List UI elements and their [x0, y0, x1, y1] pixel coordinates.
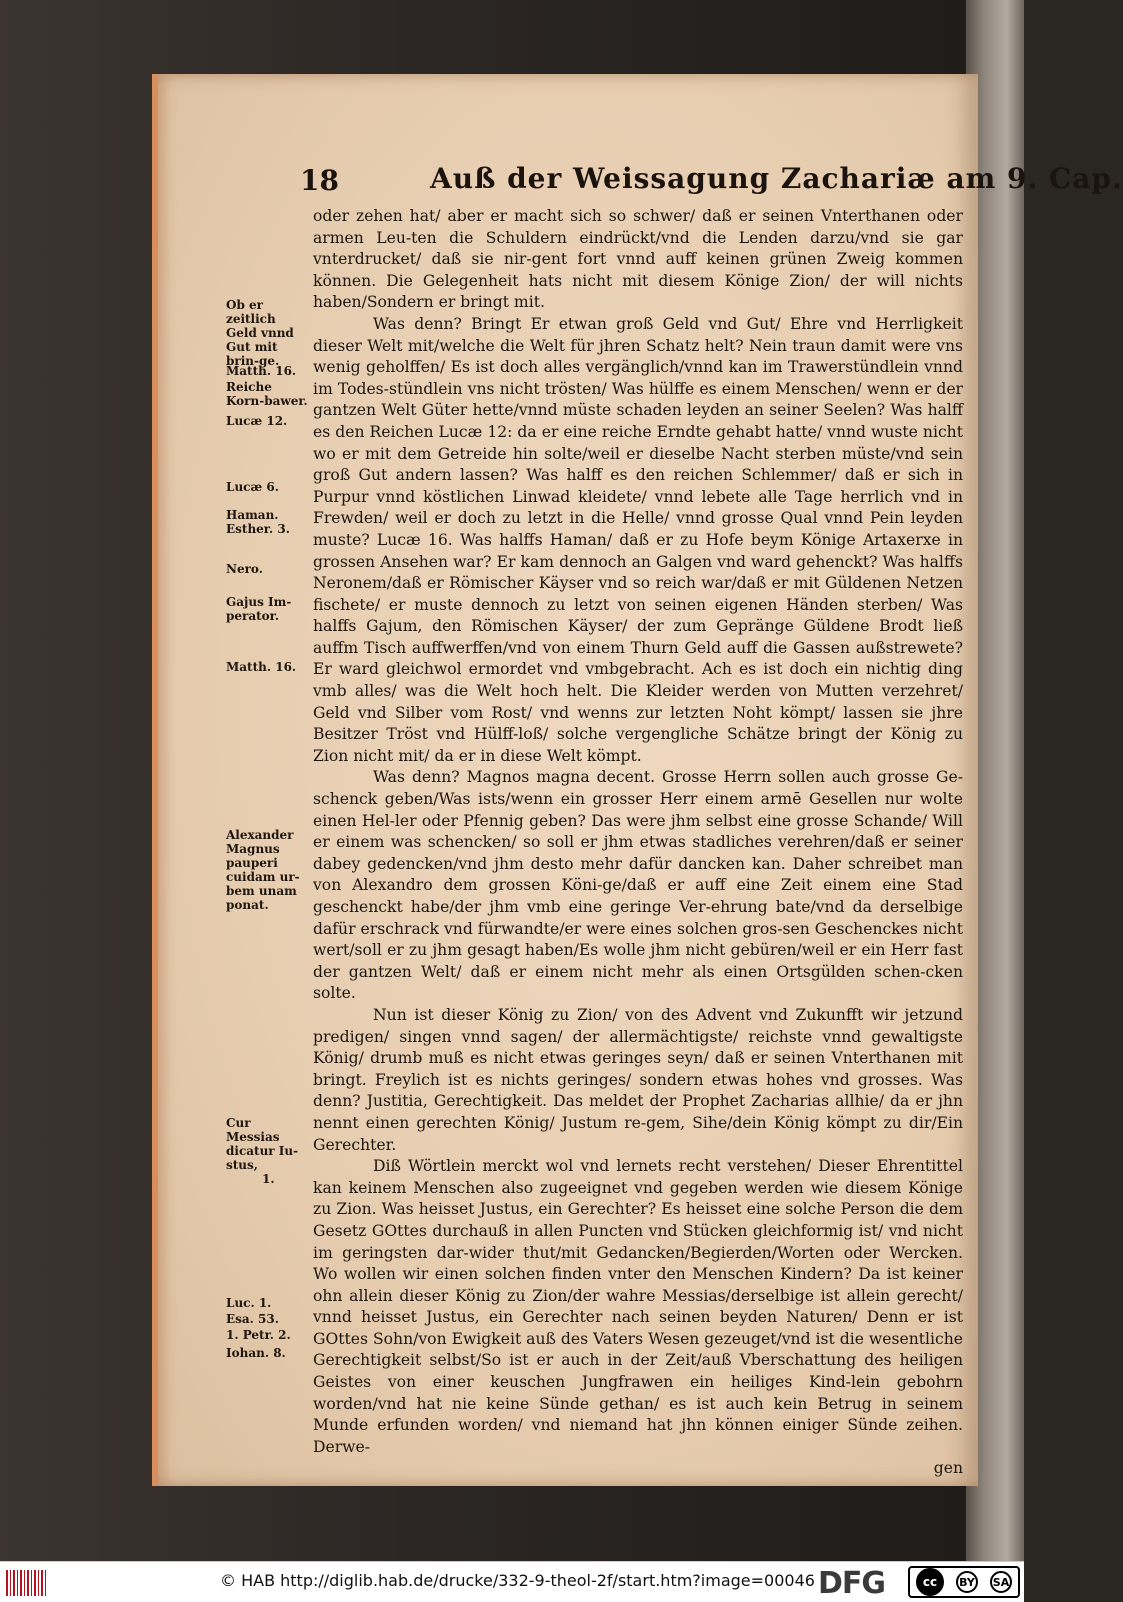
paragraph: Was denn? Bringt Er etwan groß Geld vnd Gut/ Ehre vnd Herrligkeit dieser Welt mit/welche die Welt für jhren Schatz helt? Nein traun damit were vns wenig geholffen/ Es ist doch alles vergänglich/vnnd kan im Trawerstündlein vnnd im Todes-stündlein vns nicht trösten/ Was hülffe es einem Menschen/ wenn er der gantzen Welt Güter hette/vnnd müste schaden leyden an seiner Seelen? Was halff es den Reichen Lucæ 12: da er eine reiche Erndte gehabt hatte/ vnnd wuste nicht wo er mit dem Getreide hin solte/weil er dieselbe Nacht sterben müste/vnd sein groß Gut andern lassen? Was halff es den reichen Schlemmer/ daß er sich in Purpur vnnd köstlichen Linwad kleidete/ vnnd lebete alle Tage herrlich vnd in Frewden/ weil er doch zu letzt in die Helle/ vnnd grosse Qual vnnd Pein leyden muste? Lucæ 16. Was halffs Haman/ daß er zu Hofe beym Könige Artaxerxe in grossen Ansehen war? Er kam dennoch an Galgen vnd ward gehenckt? Was halffs Neronem/daß er Römischer Käyser vnd so reich war/daß er mit Güldenen Netzen fischete/ er muste dennoch zu letzt von seinen eigenen Händen sterben/ Was halffs Gajum, den Römischen Käyser/ der zum Gepränge Güldene Brodt ließ auffm Tisch auffwerffen/vnd von einem Thurn Geld auff die Gassen außstrewete? Er ward gleichwol ermordet vnd vmbgebracht. Ach es ist doch ein nichtig ding vmb alles/ was die Welt hoch helt. Die Kleider werden von Mutten verzehret/ Geld vnd Silber vom Rost/ vnd wenns zur letzten Noht kömpt/ lassen sie jhre Besitzer Tröst vnd Hülff-loß/ solche vergengliche Schätze bringt der König zu Zion nicht mit/ da er in diese Welt kömpt.: [313, 314, 963, 765]
paragraph: Was denn? Magnos magna decent. Grosse Herrn sollen auch grosse Ge-schenck geben/Was ists/wenn ein grosser Herr einem armē Gesellen nur wolte einen Hel-ler oder Pfennig geben? Das were jhm selbst eine grosse Schande/ Will er einem was schencken/ so soll er jhm etwas stadliches verehren/daß er seiner dabey gedencken/vnd jhm desto mehr dafür dancken kan. Daher schreibet man von Alexandro dem grossen Köni-ge/daß er auff eine Zeit einem eine Stad geschenckt habe/der jhm vmb eine geringe Ver-ehrung bate/vnd da derselbige dafür erschrack vnd fürwandte/er were eines solchen gros-sen Geschenckes nicht wert/soll er zu jhm gesagt haben/Es wolle jhm nicht gebüren/weil er ein Herr fast der gantzen Welt/ daß er einem nicht mehr als einen Ortsgülden schen-cken solte.: [313, 768, 963, 1003]
viewer-footer: [0, 1561, 1024, 1602]
margin-note: Iohan. 8.: [226, 1346, 286, 1360]
margin-note: Lucæ 6.: [226, 480, 279, 494]
page-body: [313, 206, 963, 1480]
margin-note: Nero.: [226, 562, 263, 576]
margin-note: 1. Petr. 2.: [226, 1328, 291, 1342]
catchword: gen: [933, 1459, 963, 1478]
margin-note: Ob er zeitlich Geld vnnd Gut mit brin-ge.: [226, 298, 294, 368]
page-number: 18: [300, 164, 339, 197]
margin-note: Cur Messias dicatur Iu-stus,: [226, 1116, 299, 1172]
dfg-logo: DFG: [818, 1566, 886, 1601]
source-url[interactable]: © HAB http://diglib.hab.de/drucke/332-9-theol-2f/start.htm?image=00046: [220, 1571, 815, 1590]
margin-note: Reiche Korn-bawer.: [226, 380, 308, 408]
paragraph: Nun ist dieser König zu Zion/ von des Advent vnd Zukunfft wir jetzund predigen/ singen vnnd sagen/ der allermächtigste/ reichste vnnd gewaltigste König/ drumb muß es nicht etwas geringes seyn/ daß er seinen Vnterthanen mit bringt. Freylich ist es nichts geringes/ sondern etwas hohes vnd grosses. Was denn? Justitia, Gerechtigkeit. Das meldet der Prophet Zacharias allhie/ da er jhn nennt einen gerechten König/ Justum re-gem, Sihe/dein König kömpt zu dir/Ein Gerechter.: [313, 1005, 963, 1154]
cc-icon: cc: [916, 1568, 944, 1596]
margin-note: Lucæ 12.: [226, 414, 288, 428]
margin-note: Haman. Esther. 3.: [226, 508, 290, 536]
margin-note: Esa. 53.: [226, 1312, 279, 1326]
license-badge[interactable]: [908, 1566, 1020, 1598]
running-title: Auß der Weissagung Zachariæ am 9. Cap.: [430, 162, 1123, 195]
sa-icon: SA: [990, 1571, 1012, 1593]
paragraph: Diß Wörtlein merckt wol vnd lernets recht verstehen/ Dieser Ehrentittel kan keinem Menschen also zugeeignet vnd gegeben werden wie diesem Könige zu Zion. Was heisset Justus, ein Gerechter? Es heisset eine solche Person die dem Gesetz GOttes durchauß in allen Puncten vnd Stücken gleichformig ist/ vnd nicht im geringsten dar-wider thut/mit Gedancken/Begierden/Worten oder Wercken. Wo wollen wir einen solchen finden vnter den Menschen Kindern? Da ist keiner ohn allein dieser König zu Zion/der wahre Messias/derselbige ist allein gerecht/ vnnd heisset Justus, ein Gerechter nach seinen beyden Naturen/ Denn er ist GOttes Sohn/von Ewigkeit auß des Vaters Wesen gezeuget/vnd ist die wesentliche Gerechtigkeit selbst/So ist er auch in der Zeit/auß Vberschattung des heiligen Geistes von einer keuschen Jungfrawen ein heiliges Kind-lein gebohrn worden/vnd hat nie keine Sünde gethan/ es ist auch kein Betrug in seinem Munde erfunden worden/ vnd niemand hat jhn können einiger Sünde zeihen. Derwe-: [313, 1157, 963, 1456]
barcode-icon: [6, 1570, 46, 1596]
margin-note: 1.: [262, 1172, 275, 1186]
margin-note: Gajus Im-perator.: [226, 595, 292, 623]
margin-note: Matth. 16.: [226, 660, 297, 674]
paragraph: oder zehen hat/ aber er macht sich so schwer/ daß er seinen Vnterthanen oder armen Leu-ten die Schuldern eindrückt/vnd die Lenden darzu/vnd sie gar vnterdrucket/ daß sie nir-gent fort vnnd auff keinen grünen Zweig kommen können. Die Gelegenheit hats nicht mit diesem Könige Zion/ der will nichts haben/Sondern er bringt mit.: [313, 207, 963, 312]
margin-note: Luc. 1.: [226, 1296, 272, 1310]
page-header: [300, 162, 1123, 202]
margin-note: Alexander Magnus pauperi cuidam ur-bem unam ponat.: [226, 828, 300, 912]
margin-note: Matth. 16.: [226, 364, 297, 378]
by-icon: BY: [956, 1571, 978, 1593]
